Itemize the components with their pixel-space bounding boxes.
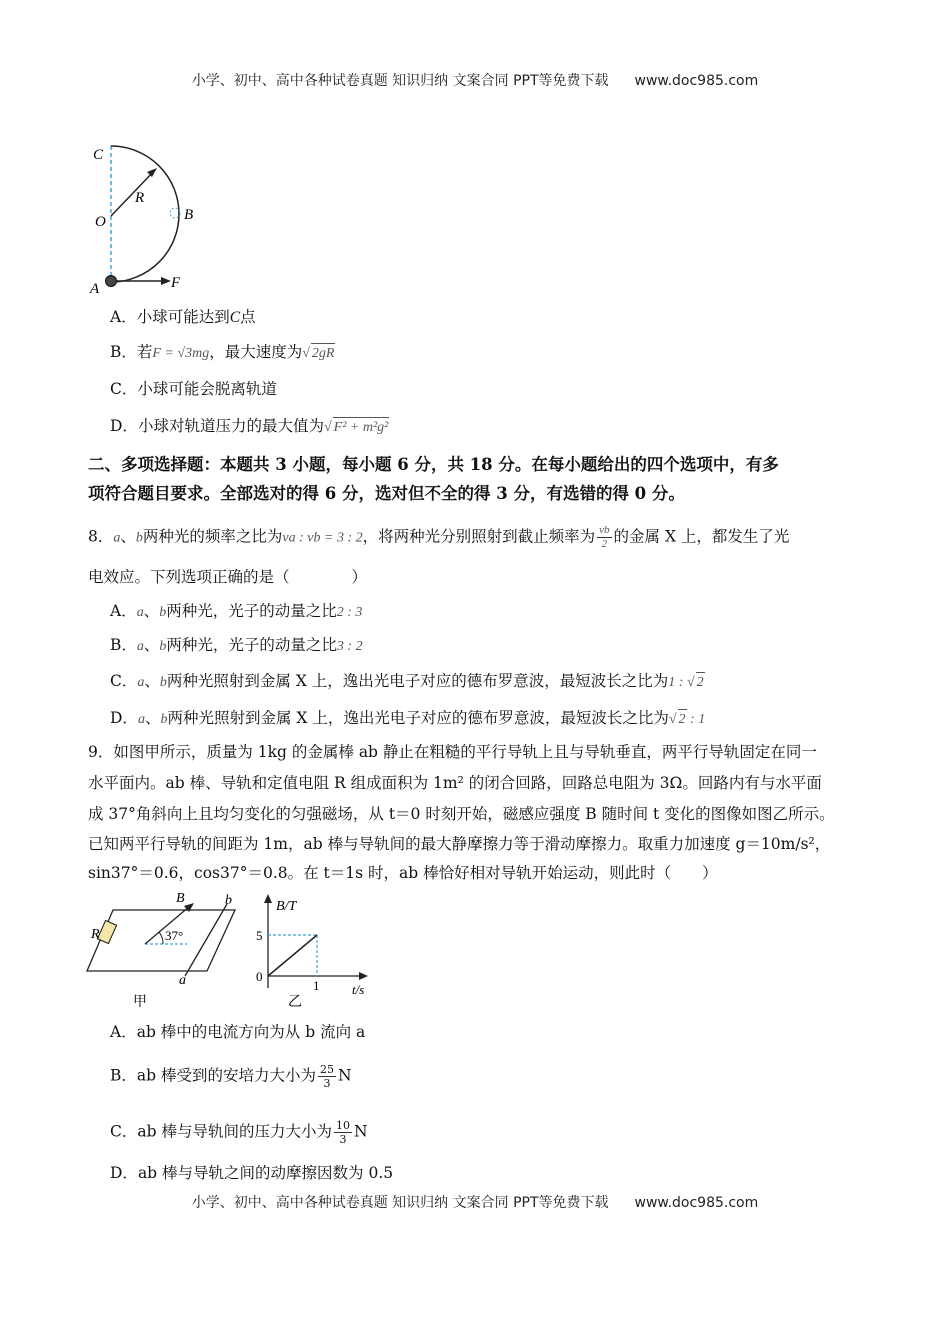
q9-stem-line2: 水平面内。ab 棒、导轨和定值电阻 R 组成面积为 1m² 的闭合回路，回路总电阻为 3Ω。回路内有与水平面: [88, 774, 822, 792]
option-root: 2: [696, 672, 705, 693]
caption-jia: 甲: [133, 995, 147, 1010]
tick-5: 5: [256, 928, 263, 943]
semicircle-track: [111, 146, 179, 282]
label-a-end: a: [179, 973, 186, 988]
option-label: B．: [110, 343, 137, 361]
option-ratio: : 1: [686, 712, 706, 727]
label-c: C: [93, 147, 104, 163]
angle-arc: [159, 932, 163, 944]
q8-stem-line2: 电效应。下列选项正确的是（ ）: [88, 568, 368, 586]
question-number: 8．: [88, 527, 114, 546]
option-text: ab 棒受到的安培力大小为: [136, 1066, 316, 1085]
label-o: O: [95, 214, 106, 230]
caption-yi: 乙: [288, 995, 302, 1010]
x-axis-arrowhead: [359, 972, 368, 980]
option-var: C: [229, 309, 241, 326]
option-label: D．: [110, 1164, 138, 1182]
option-text: 两种光，光子的动量之比: [166, 602, 337, 620]
q8-option-d: D．a、b两种光照射到金属 X 上，逸出光电子对应的德布罗意波，最短波长之比为√ 2 : 1: [110, 708, 705, 730]
option-root: 2: [678, 709, 687, 730]
option-mid: ，最大速度为: [209, 343, 303, 361]
label-f: F: [171, 275, 181, 291]
b-t-line: [268, 935, 317, 976]
option-text: 两种光照射到金属 X 上，逸出光电子对应的德布罗意波，最短波长之比为: [167, 709, 669, 727]
separator: 、: [144, 672, 160, 690]
var-a: a: [113, 530, 121, 546]
option-label: A．: [110, 308, 137, 326]
option-text: 小球对轨道压力的最大值为: [137, 417, 324, 435]
q9-stem-line1: 9．如图甲所示，质量为 1kg 的金属棒 ab 静止在粗糙的平行导轨上且与导轨垂直，两平行导轨固定在同一: [88, 743, 817, 761]
option-label: C．: [110, 672, 138, 690]
option-formula-root: F² + m²g²: [333, 417, 390, 438]
option-text: 小球可能会脱离轨道: [137, 380, 277, 398]
option-formula: F = √3mg: [152, 346, 210, 361]
q7-option-a: [110, 307, 256, 328]
fraction-denominator: 2: [601, 538, 608, 550]
label-r: R: [135, 190, 145, 206]
option-formula-root: 2gR: [311, 343, 336, 364]
option-text: ab 棒与导轨之间的动摩擦因数为 0.5: [137, 1164, 394, 1182]
q7-option-d: D．小球对轨道压力的最大值为√ F² + m²g²: [110, 416, 389, 438]
figure-jia: [85, 888, 245, 1013]
radius-line: [111, 170, 155, 216]
q8-option-b: [110, 635, 363, 657]
separator: 、: [143, 602, 160, 620]
option-label: A．: [110, 602, 137, 620]
tick-0: 0: [256, 969, 263, 984]
stem-text-3: 的金属 X 上，都发生了光: [613, 527, 790, 546]
option-label: C．: [110, 1122, 138, 1141]
option-label: D．: [110, 709, 138, 727]
option-ratio: 1 :: [668, 675, 687, 690]
label-b-field: B: [176, 891, 185, 906]
option-ratio: 2 : 3: [336, 605, 363, 620]
option-label: D．: [110, 417, 138, 435]
option-label: C．: [110, 380, 138, 398]
var-b: b: [160, 712, 168, 727]
label-r: R: [91, 927, 100, 942]
label-b: B: [184, 207, 194, 223]
option-tail: 点: [240, 308, 256, 326]
fraction-numerator: 25: [319, 1063, 334, 1076]
label-b-end: b: [225, 893, 232, 908]
frequency-ratio: νa : νb = 3 : 2: [282, 530, 363, 546]
var-a: a: [137, 675, 145, 690]
tick-1: 1: [313, 978, 320, 993]
fraction-denominator: 3: [323, 1077, 331, 1090]
q9-option-a: [110, 1022, 365, 1042]
option-text: 两种光，光子的动量之比: [166, 636, 337, 654]
option-ratio: 3 : 2: [336, 639, 363, 654]
label-angle: 37°: [165, 928, 184, 943]
force-arrowhead: [161, 277, 171, 285]
q9-option-d: [110, 1163, 393, 1183]
stem-text-1: 两种光的频率之比为: [142, 527, 283, 546]
option-text: 小球可能达到: [136, 308, 230, 326]
option-unit: N: [337, 1066, 352, 1085]
option-unit: N: [353, 1122, 368, 1141]
q7-option-b: B．若F = √3mg，最大速度为√ 2gR: [110, 342, 335, 364]
resistor-r: [97, 920, 116, 943]
q9-stem-line5: sin37°＝0.6，cos37°＝0.8。在 t＝1s 时，ab 棒恰好相对导轨开始运动，则此时（ ）: [88, 864, 718, 882]
q8-option-a: [110, 601, 362, 623]
q9-stem-line4: 已知两平行导轨的间距为 1m，ab 棒与导轨间的最大静摩擦力等于滑动摩擦力。取重力加速度 g＝10m/s²，: [88, 835, 831, 853]
q8-option-c: C．a、b两种光照射到金属 X 上，逸出光电子对应的德布罗意波，最短波长之比为1 : √ 2: [110, 671, 705, 693]
section2-heading-line2: 项符合题目要求。全部选对的得 6 分，选对但不全的得 3 分，有选错的得 0 分。: [88, 484, 685, 503]
option-text: ab 棒中的电流方向为从 b 流向 a: [136, 1023, 366, 1041]
var-a: a: [136, 605, 144, 620]
y-axis-label-text: B/T: [276, 899, 297, 914]
footer-site-link[interactable]: www.doc985.com: [634, 1195, 759, 1211]
x-axis-label: t/s: [352, 982, 365, 997]
q9-stem-line3: 成 37°角斜向上且均匀变化的匀强磁场，从 t＝0 时刻开始，磁感应强度 B 随时间 t 变化的图像如图乙所示。: [88, 805, 835, 823]
option-label: B．: [110, 636, 137, 654]
var-a: a: [137, 712, 145, 727]
y-axis-label: [276, 899, 297, 914]
var-a: a: [136, 639, 144, 654]
stem-text-2: ，将两种光分别照射到截止频率为: [362, 527, 596, 546]
q8-stem-line1: [88, 524, 789, 551]
option-text: ab 棒与导轨间的压力大小为: [137, 1122, 332, 1141]
track-figure: [85, 140, 205, 300]
option-pre: 若: [136, 343, 153, 361]
fraction-denominator: 3: [339, 1133, 347, 1146]
ball: [106, 276, 117, 287]
header-site-link[interactable]: www.doc985.com: [634, 73, 759, 89]
footer-text: 小学、初中、高中各种试卷真题 知识归纳 文案合同 PPT等免费下载: [191, 1195, 609, 1211]
option-label: B．: [110, 1066, 137, 1085]
section2-heading-line1: 二、多项选择题：本题共 3 小题，每小题 6 分，共 18 分。在每小题给出的四个选项中，有多: [88, 455, 779, 474]
option-label: A．: [110, 1023, 137, 1041]
q7-option-c: [110, 379, 277, 399]
y-axis-arrowhead: [264, 894, 272, 903]
separator: 、: [144, 709, 161, 727]
fraction-numerator: 10: [335, 1119, 350, 1132]
page-header: [0, 70, 950, 90]
label-a: A: [90, 281, 100, 297]
page-footer: [0, 1192, 950, 1212]
q9-option-c: [110, 1119, 368, 1146]
fraction-numerator: νb: [599, 524, 610, 536]
var-b: b: [159, 675, 167, 690]
separator: 、: [143, 636, 160, 654]
figure-yi-graph: [250, 888, 380, 1013]
separator: 、: [120, 527, 136, 546]
var-b: b: [159, 639, 167, 654]
header-text: 小学、初中、高中各种试卷真题 知识归纳 文案合同 PPT等免费下载: [191, 73, 609, 89]
option-text: 两种光照射到金属 X 上，逸出光电子对应的德布罗意波，最短波长之比为: [166, 672, 669, 690]
var-b: b: [135, 530, 143, 546]
radius-arrowhead: [147, 168, 157, 177]
q9-option-b: [110, 1063, 352, 1090]
var-b: b: [159, 605, 167, 620]
